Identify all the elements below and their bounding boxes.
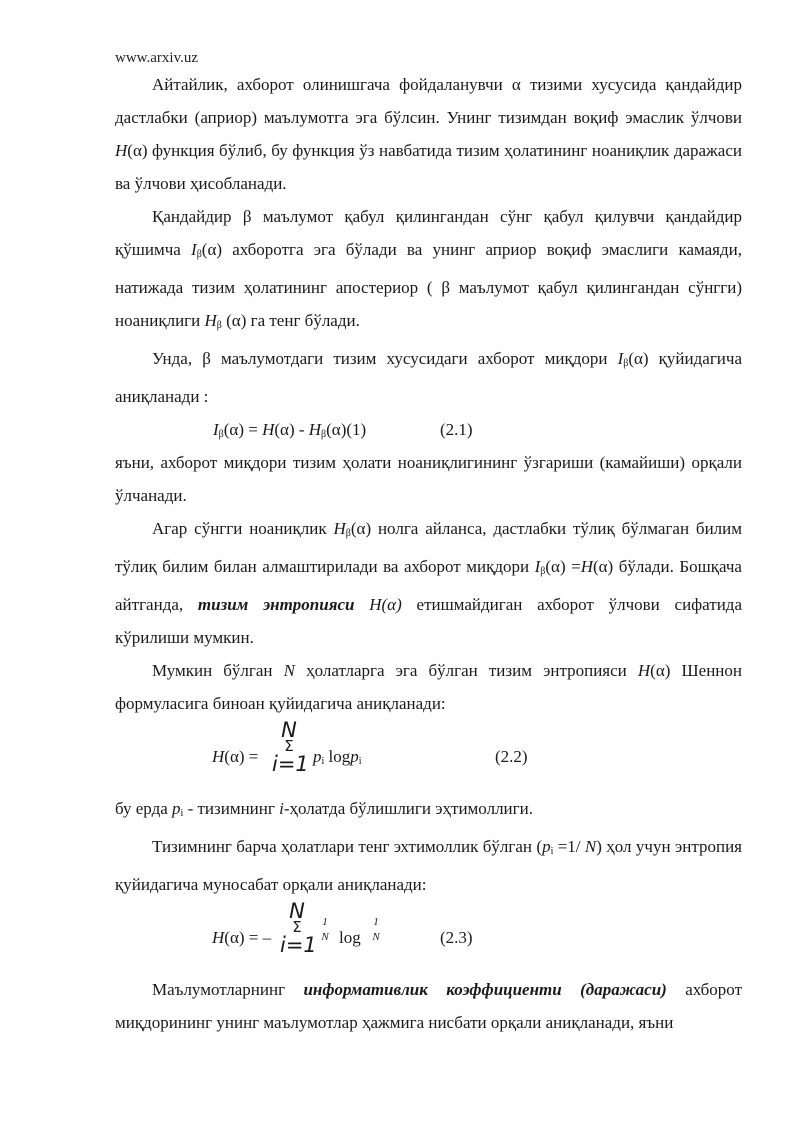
equation-2-2	[115, 720, 742, 792]
log-text: log	[339, 928, 361, 947]
paragraph-1: Айтайлик, ахборот олинишгача фойдаланувчи α тизими хусусида қандайдир дастлабки (априор) маълумотга эга бўлсин. Унинг тизимдан воқиф эмаслик ўлчови H(α) функция бўлиб, бу функция ўз навбатида тизим ҳолатининг ноаниқлик даражаси ва ўлчови ҳисобланади.	[115, 75, 742, 193]
equation-lhs: H(α) = –	[212, 928, 272, 947]
paragraph-8: Тизимнинг барча ҳолатлари тенг эхтимоллик бўлган ($p_i =1/$ N) ҳол учун энтропия қуйидагича муносабат орқали аниқланади:	[115, 837, 742, 894]
site-url[interactable]: www.arxiv.uz	[115, 50, 199, 66]
fraction-one-over-n: 1 N	[372, 916, 380, 943]
sum-symbol: N Σ i=1	[272, 718, 309, 776]
equation-number: (2.2)	[495, 747, 528, 766]
equation-number: (2.1)	[440, 420, 473, 439]
paragraph-9: Маълумотларнинг информативлик коэффициенти (даражаси) ахборот миқдорининг унинг маълумотлар ҳажмига нисбати орқали аниқланади, яъни	[115, 980, 742, 1032]
equation-number: (2.3)	[440, 928, 473, 947]
equation-lhs: H(α) =	[212, 747, 259, 766]
fraction-one-over-n: 1 N	[321, 916, 329, 943]
paragraph-5: Агар сўнгги ноаниқлик $H_\beta(\alpha)$ нолга айланса, дастлабки тўлиқ бўлмаган билим тўлиқ билим билан алмаштирилади ва ахборот миқдори $I_\beta(\alpha) =H(\alpha)$ бўлади. Бошқача айтганда, тизим энтропияси H(α) етишмайдиган ахборот ўлчови сифатида кўрилиши мумкин.	[115, 519, 743, 647]
document-body	[115, 68, 742, 1039]
term-system-entropy: тизим энтропияси	[197, 595, 355, 614]
equation-term: $p_i$ logp$_i$	[313, 747, 362, 767]
paragraph-2: Қандайдир β маълумот қабул қилингандан сўнг қабул қилувчи қандайдир қўшимча $I_\beta(\alpha)$ ахборотга эга бўлади ва унинг априор воқиф эмаслиги камаяди, натижада тизим ҳолатининг апостериор ( β маълумот қабул қилингандан сўнгги) ноаниқлиги $H_\beta$ (α) га тенг бўлади.	[115, 207, 742, 331]
paragraph-3: Унда, β маълумотдаги тизим хусусидаги ахборот миқдори $I_\beta(\alpha)$ қуйидагича аниқланади :	[115, 349, 742, 406]
sum-symbol: N Σ i=1	[280, 899, 317, 957]
paragraph-4: яъни, ахборот миқдори тизим ҳолати ноаниқлигининг ўзгариши (камайиши) орқали ўлчанади.	[115, 453, 742, 505]
paragraph-7: бу ерда $p_i$ - тизимнинг i-ҳолатда бўлишлиги эҳтимоллиги.	[115, 799, 533, 819]
term-informativity-coefficient: информативлик коэффициенти (даражаси)	[303, 980, 667, 999]
paragraph-6: Мумкин бўлган N ҳолатларга эга бўлган тизим энтропияси H(α) Шеннон формуласига биноан қуйидагича аниқланади:	[115, 661, 742, 713]
equation-2-1	[115, 413, 742, 446]
equation-expression: $I_\beta(\alpha) = H(\alpha) - H_\beta(\alpha)(1)$	[213, 420, 367, 440]
equation-2-3	[115, 901, 742, 973]
